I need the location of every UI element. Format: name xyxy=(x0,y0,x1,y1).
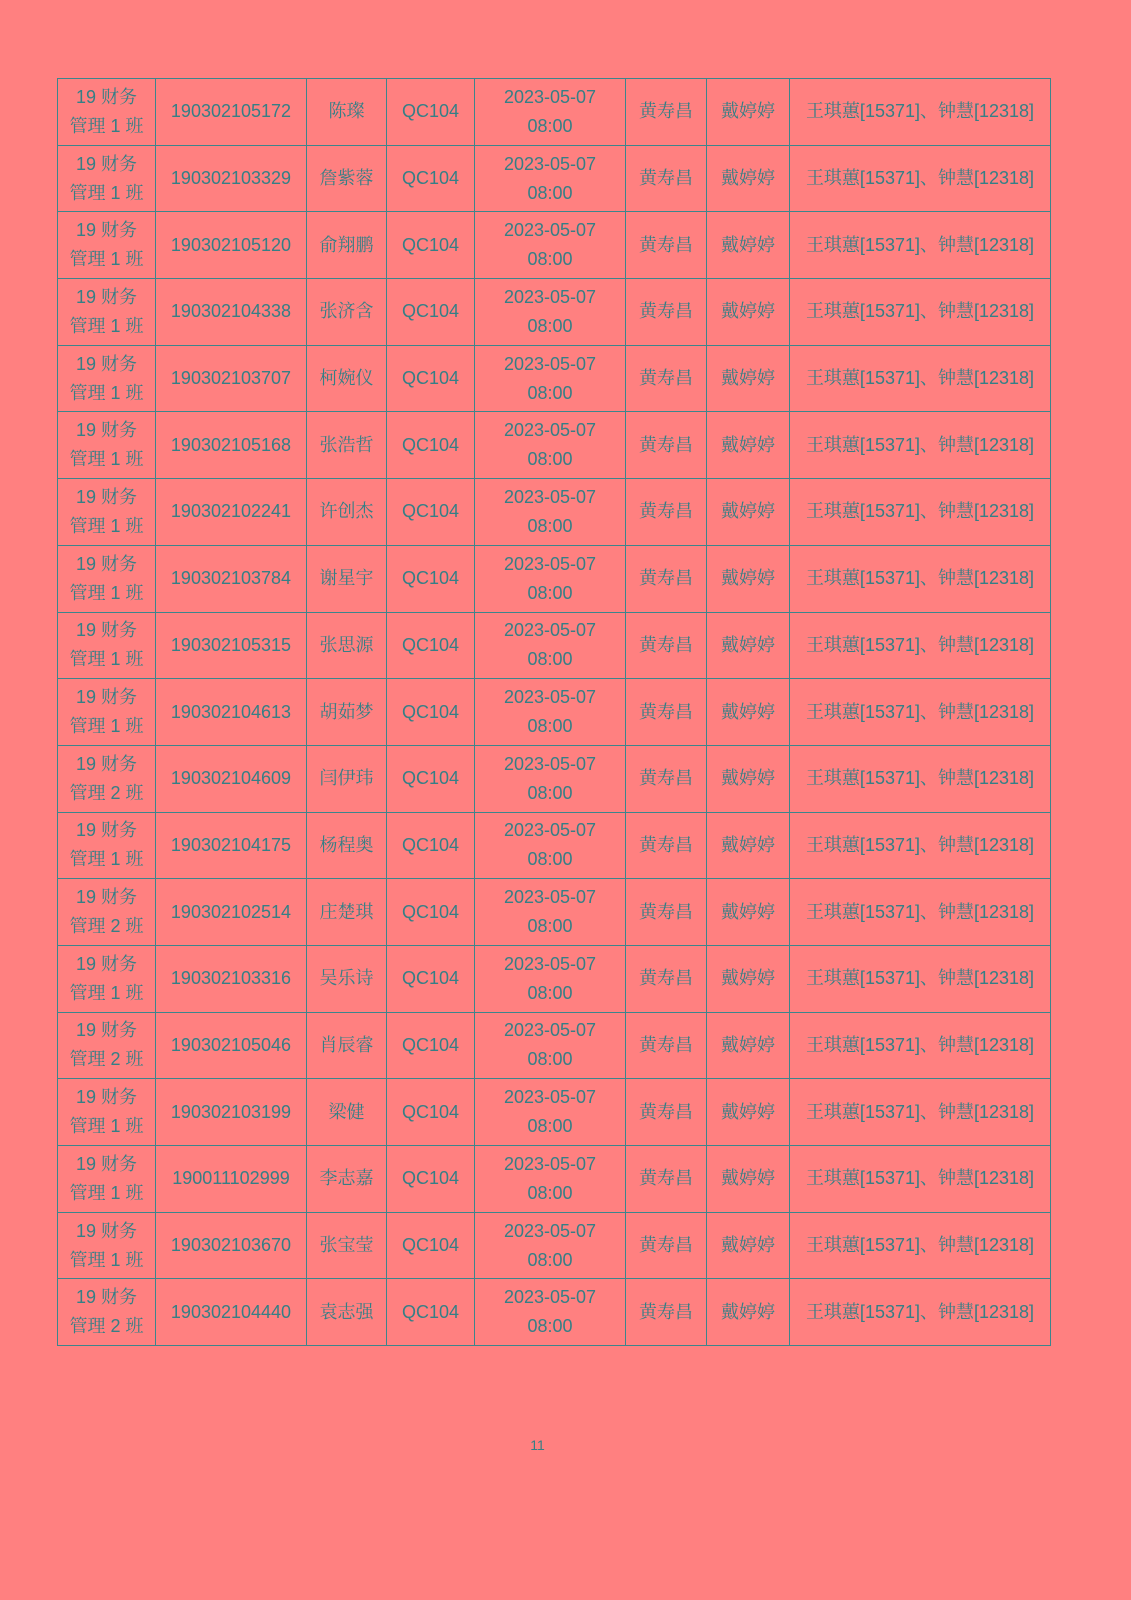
chief-proctor-cell: 黄寿昌 xyxy=(626,479,707,546)
class-cell: 19 财务 管理 2 班 xyxy=(58,745,156,812)
table-row xyxy=(58,79,1051,146)
invigilators-cell: 王琪蕙[15371]、钟慧[12318] xyxy=(790,1012,1051,1079)
student-id-cell: 190302103329 xyxy=(156,145,307,212)
exam-time-cell: 2023-05-07 08:00 xyxy=(475,145,626,212)
exam-time-cell: 2023-05-07 08:00 xyxy=(475,412,626,479)
class-cell: 19 财务 管理 1 班 xyxy=(58,612,156,679)
student-name-cell: 庄楚琪 xyxy=(307,879,387,946)
room-cell: QC104 xyxy=(387,1146,475,1213)
student-name-cell: 谢星宇 xyxy=(307,545,387,612)
student-id-cell: 190302105168 xyxy=(156,412,307,479)
student-id-cell: 190011102999 xyxy=(156,1146,307,1213)
invigilators-cell: 王琪蕙[15371]、钟慧[12318] xyxy=(790,412,1051,479)
room-cell: QC104 xyxy=(387,945,475,1012)
room-cell: QC104 xyxy=(387,879,475,946)
proctor-cell: 戴婷婷 xyxy=(707,945,790,1012)
room-cell: QC104 xyxy=(387,279,475,346)
chief-proctor-cell: 黄寿昌 xyxy=(626,412,707,479)
chief-proctor-cell: 黄寿昌 xyxy=(626,745,707,812)
invigilators-cell: 王琪蕙[15371]、钟慧[12318] xyxy=(790,145,1051,212)
invigilators-cell: 王琪蕙[15371]、钟慧[12318] xyxy=(790,545,1051,612)
proctor-cell: 戴婷婷 xyxy=(707,1012,790,1079)
student-name-cell: 胡茹梦 xyxy=(307,679,387,746)
table-row xyxy=(58,945,1051,1012)
student-name-cell: 许创杰 xyxy=(307,479,387,546)
invigilators-cell: 王琪蕙[15371]、钟慧[12318] xyxy=(790,879,1051,946)
chief-proctor-cell: 黄寿昌 xyxy=(626,612,707,679)
chief-proctor-cell: 黄寿昌 xyxy=(626,1012,707,1079)
student-id-cell: 190302104440 xyxy=(156,1279,307,1346)
student-id-cell: 190302104613 xyxy=(156,679,307,746)
exam-time-cell: 2023-05-07 08:00 xyxy=(475,1079,626,1146)
room-cell: QC104 xyxy=(387,145,475,212)
class-cell: 19 财务 管理 1 班 xyxy=(58,1212,156,1279)
proctor-cell: 戴婷婷 xyxy=(707,545,790,612)
student-name-cell: 柯婉仪 xyxy=(307,345,387,412)
room-cell: QC104 xyxy=(387,612,475,679)
room-cell: QC104 xyxy=(387,412,475,479)
student-id-cell: 190302102241 xyxy=(156,479,307,546)
table-row xyxy=(58,745,1051,812)
invigilators-cell: 王琪蕙[15371]、钟慧[12318] xyxy=(790,479,1051,546)
proctor-cell: 戴婷婷 xyxy=(707,479,790,546)
exam-time-cell: 2023-05-07 08:00 xyxy=(475,279,626,346)
proctor-cell: 戴婷婷 xyxy=(707,1212,790,1279)
student-id-cell: 190302105172 xyxy=(156,79,307,146)
class-cell: 19 财务 管理 2 班 xyxy=(58,1012,156,1079)
exam-schedule-table xyxy=(57,78,1051,1346)
exam-time-cell: 2023-05-07 08:00 xyxy=(475,212,626,279)
table-row xyxy=(58,145,1051,212)
invigilators-cell: 王琪蕙[15371]、钟慧[12318] xyxy=(790,279,1051,346)
proctor-cell: 戴婷婷 xyxy=(707,345,790,412)
exam-time-cell: 2023-05-07 08:00 xyxy=(475,1012,626,1079)
room-cell: QC104 xyxy=(387,745,475,812)
proctor-cell: 戴婷婷 xyxy=(707,412,790,479)
invigilators-cell: 王琪蕙[15371]、钟慧[12318] xyxy=(790,1212,1051,1279)
invigilators-cell: 王琪蕙[15371]、钟慧[12318] xyxy=(790,345,1051,412)
table-row xyxy=(58,1279,1051,1346)
chief-proctor-cell: 黄寿昌 xyxy=(626,345,707,412)
table-row xyxy=(58,612,1051,679)
chief-proctor-cell: 黄寿昌 xyxy=(626,79,707,146)
student-name-cell: 杨程奥 xyxy=(307,812,387,879)
invigilators-cell: 王琪蕙[15371]、钟慧[12318] xyxy=(790,1146,1051,1213)
student-name-cell: 张思源 xyxy=(307,612,387,679)
student-name-cell: 袁志强 xyxy=(307,1279,387,1346)
class-cell: 19 财务 管理 1 班 xyxy=(58,679,156,746)
exam-time-cell: 2023-05-07 08:00 xyxy=(475,79,626,146)
student-name-cell: 李志嘉 xyxy=(307,1146,387,1213)
student-name-cell: 陈璨 xyxy=(307,79,387,146)
class-cell: 19 财务 管理 1 班 xyxy=(58,279,156,346)
table-row xyxy=(58,1146,1051,1213)
proctor-cell: 戴婷婷 xyxy=(707,1146,790,1213)
class-cell: 19 财务 管理 1 班 xyxy=(58,145,156,212)
invigilators-cell: 王琪蕙[15371]、钟慧[12318] xyxy=(790,745,1051,812)
proctor-cell: 戴婷婷 xyxy=(707,812,790,879)
class-cell: 19 财务 管理 1 班 xyxy=(58,212,156,279)
student-id-cell: 190302105120 xyxy=(156,212,307,279)
student-name-cell: 张浩哲 xyxy=(307,412,387,479)
chief-proctor-cell: 黄寿昌 xyxy=(626,679,707,746)
chief-proctor-cell: 黄寿昌 xyxy=(626,1279,707,1346)
room-cell: QC104 xyxy=(387,345,475,412)
proctor-cell: 戴婷婷 xyxy=(707,679,790,746)
table-row xyxy=(58,545,1051,612)
table-row xyxy=(58,212,1051,279)
room-cell: QC104 xyxy=(387,1212,475,1279)
table-row xyxy=(58,679,1051,746)
room-cell: QC104 xyxy=(387,479,475,546)
student-name-cell: 张宝莹 xyxy=(307,1212,387,1279)
class-cell: 19 财务 管理 1 班 xyxy=(58,79,156,146)
invigilators-cell: 王琪蕙[15371]、钟慧[12318] xyxy=(790,945,1051,1012)
table-row xyxy=(58,1079,1051,1146)
table-row xyxy=(58,812,1051,879)
student-name-cell: 肖辰睿 xyxy=(307,1012,387,1079)
student-name-cell: 俞翔鹏 xyxy=(307,212,387,279)
class-cell: 19 财务 管理 2 班 xyxy=(58,879,156,946)
chief-proctor-cell: 黄寿昌 xyxy=(626,945,707,1012)
exam-time-cell: 2023-05-07 08:00 xyxy=(475,479,626,546)
table-row xyxy=(58,279,1051,346)
invigilators-cell: 王琪蕙[15371]、钟慧[12318] xyxy=(790,612,1051,679)
class-cell: 19 财务 管理 1 班 xyxy=(58,945,156,1012)
invigilators-cell: 王琪蕙[15371]、钟慧[12318] xyxy=(790,1079,1051,1146)
chief-proctor-cell: 黄寿昌 xyxy=(626,545,707,612)
invigilators-cell: 王琪蕙[15371]、钟慧[12318] xyxy=(790,1279,1051,1346)
room-cell: QC104 xyxy=(387,1012,475,1079)
student-id-cell: 190302103316 xyxy=(156,945,307,1012)
class-cell: 19 财务 管理 1 班 xyxy=(58,1079,156,1146)
exam-time-cell: 2023-05-07 08:00 xyxy=(475,345,626,412)
invigilators-cell: 王琪蕙[15371]、钟慧[12318] xyxy=(790,79,1051,146)
chief-proctor-cell: 黄寿昌 xyxy=(626,879,707,946)
chief-proctor-cell: 黄寿昌 xyxy=(626,812,707,879)
proctor-cell: 戴婷婷 xyxy=(707,279,790,346)
room-cell: QC104 xyxy=(387,79,475,146)
exam-time-cell: 2023-05-07 08:00 xyxy=(475,1146,626,1213)
room-cell: QC104 xyxy=(387,1079,475,1146)
chief-proctor-cell: 黄寿昌 xyxy=(626,1079,707,1146)
chief-proctor-cell: 黄寿昌 xyxy=(626,1146,707,1213)
student-name-cell: 吴乐诗 xyxy=(307,945,387,1012)
proctor-cell: 戴婷婷 xyxy=(707,212,790,279)
student-id-cell: 190302104175 xyxy=(156,812,307,879)
student-name-cell: 闫伊玮 xyxy=(307,745,387,812)
student-id-cell: 190302103199 xyxy=(156,1079,307,1146)
chief-proctor-cell: 黄寿昌 xyxy=(626,145,707,212)
class-cell: 19 财务 管理 1 班 xyxy=(58,545,156,612)
table-row xyxy=(58,479,1051,546)
student-id-cell: 190302103670 xyxy=(156,1212,307,1279)
proctor-cell: 戴婷婷 xyxy=(707,745,790,812)
student-id-cell: 190302103784 xyxy=(156,545,307,612)
invigilators-cell: 王琪蕙[15371]、钟慧[12318] xyxy=(790,212,1051,279)
table-row xyxy=(58,345,1051,412)
exam-time-cell: 2023-05-07 08:00 xyxy=(475,545,626,612)
table-row xyxy=(58,879,1051,946)
chief-proctor-cell: 黄寿昌 xyxy=(626,1212,707,1279)
proctor-cell: 戴婷婷 xyxy=(707,879,790,946)
table-body xyxy=(58,79,1051,1346)
exam-time-cell: 2023-05-07 08:00 xyxy=(475,679,626,746)
room-cell: QC104 xyxy=(387,212,475,279)
proctor-cell: 戴婷婷 xyxy=(707,612,790,679)
exam-time-cell: 2023-05-07 08:00 xyxy=(475,879,626,946)
student-name-cell: 张济含 xyxy=(307,279,387,346)
invigilators-cell: 王琪蕙[15371]、钟慧[12318] xyxy=(790,812,1051,879)
student-id-cell: 190302103707 xyxy=(156,345,307,412)
exam-time-cell: 2023-05-07 08:00 xyxy=(475,745,626,812)
table-row xyxy=(58,1212,1051,1279)
exam-time-cell: 2023-05-07 08:00 xyxy=(475,1279,626,1346)
student-id-cell: 190302104609 xyxy=(156,745,307,812)
exam-time-cell: 2023-05-07 08:00 xyxy=(475,812,626,879)
proctor-cell: 戴婷婷 xyxy=(707,79,790,146)
exam-time-cell: 2023-05-07 08:00 xyxy=(475,945,626,1012)
page-number: 11 xyxy=(530,1437,545,1453)
class-cell: 19 财务 管理 1 班 xyxy=(58,812,156,879)
class-cell: 19 财务 管理 2 班 xyxy=(58,1279,156,1346)
student-id-cell: 190302102514 xyxy=(156,879,307,946)
room-cell: QC104 xyxy=(387,679,475,746)
exam-time-cell: 2023-05-07 08:00 xyxy=(475,1212,626,1279)
chief-proctor-cell: 黄寿昌 xyxy=(626,212,707,279)
proctor-cell: 戴婷婷 xyxy=(707,1079,790,1146)
table-row xyxy=(58,1012,1051,1079)
student-id-cell: 190302104338 xyxy=(156,279,307,346)
class-cell: 19 财务 管理 1 班 xyxy=(58,1146,156,1213)
student-name-cell: 詹紫蓉 xyxy=(307,145,387,212)
student-name-cell: 梁健 xyxy=(307,1079,387,1146)
room-cell: QC104 xyxy=(387,1279,475,1346)
class-cell: 19 财务 管理 1 班 xyxy=(58,479,156,546)
proctor-cell: 戴婷婷 xyxy=(707,145,790,212)
class-cell: 19 财务 管理 1 班 xyxy=(58,412,156,479)
room-cell: QC104 xyxy=(387,812,475,879)
invigilators-cell: 王琪蕙[15371]、钟慧[12318] xyxy=(790,679,1051,746)
student-id-cell: 190302105315 xyxy=(156,612,307,679)
class-cell: 19 财务 管理 1 班 xyxy=(58,345,156,412)
exam-time-cell: 2023-05-07 08:00 xyxy=(475,612,626,679)
chief-proctor-cell: 黄寿昌 xyxy=(626,279,707,346)
student-id-cell: 190302105046 xyxy=(156,1012,307,1079)
room-cell: QC104 xyxy=(387,545,475,612)
table-row xyxy=(58,412,1051,479)
proctor-cell: 戴婷婷 xyxy=(707,1279,790,1346)
